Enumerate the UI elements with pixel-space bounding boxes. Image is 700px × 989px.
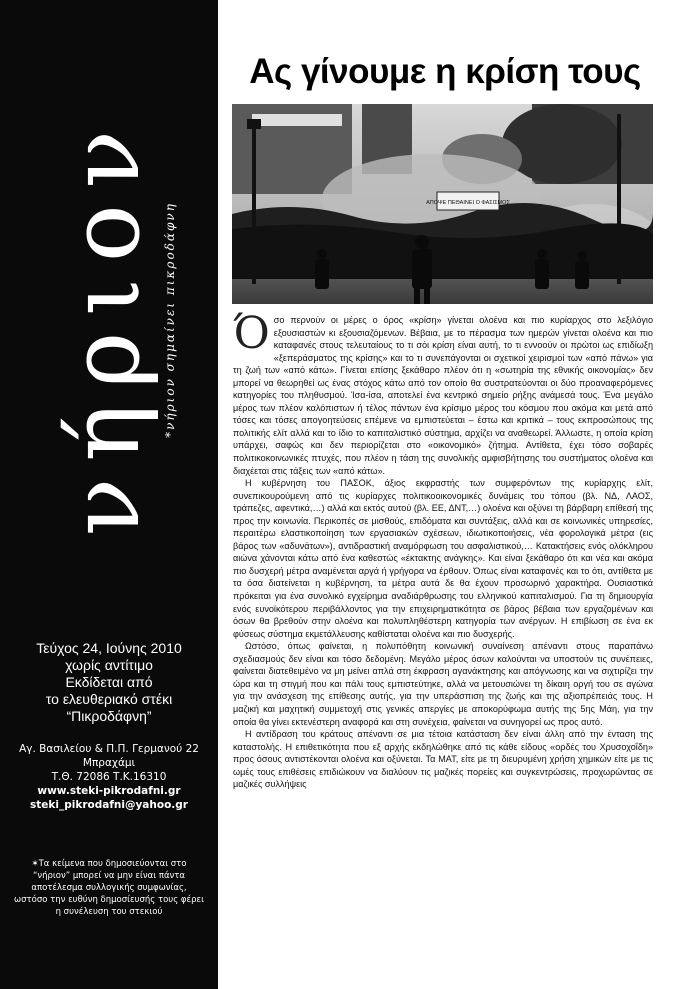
article-paragraph-1-text: σο περνούν οι μέρες ο όρος «κρίση» γίνεται ολοένα και πιο κυρίαρχος στο λεξιλόγιο εξουσιαστών κι εξουσιαζόμενων. Βέβαια, με το πέρασμα των ημερών γίνεται ολοένα και πιο καταφανές στους τελευταίους το τι σόι κρίση είναι αυτή, το τι εννοούν οι πρώτοι ως επιδίωξη «ξεπεράσματος της κρίσης» και το τι συνεπάγονται οι σχετικοί χειρισμοί των «από πάνω» για τη ζωή των «από κάτω». Γίνεται επίσης ξεκάθαρο πλέον ότι η «σωτηρία της εθνικής οικονομίας» δεν μπορεί να θεωρηθεί ως ένας στόχος κάτω από τον οποίο θα συστρατεύονται οι δύο προαναφερόμενες κατηγορίες του πληθυσμού. Ίσα-ίσα, αποτελεί ένα κεντρικό σημείο ρήξης ανάμεσά τους. Ένα μεγάλο μέρος των πλέον καλόπιστων ή τέλος πάντων ένα κρίσιμο μέρος του κόσμου που ακόμα και μετά από τόσες και τόσες απογοητεύσεις επέμενε να εμπιστεύεται – έστω και κριτικά – τους εκπροσώπους της πολιτικής ελίτ αλλά και το ίδιο το καπιταλιστικό σύστημα, αρχίζει να αναθεωρεί. Άλλωστε, η οποία κρίση υπάρχει, σαφώς και δεν περιορίζεται στο «οικονομικό» ζήτημα. Αντίθετα, έχει τόσο σοβαρές πολιτικοκοινωνικές πτυχές, που πλέον η τάση της συνολικής αμφισβήτησης του συστήματος ολοένα και διαχέεται στις τάξεις των «από κάτω». <box>233 315 653 476</box>
sidebar <box>0 0 218 989</box>
issue-publisher-name: “Πικροδάφνη” <box>66 708 152 724</box>
masthead <box>30 100 180 560</box>
website-link[interactable]: www.steki-pikrodafni.gr <box>37 785 181 797</box>
protest-photo <box>232 104 653 304</box>
masthead-tagline-wrap <box>85 100 185 560</box>
star-icon: ✶ <box>31 859 39 869</box>
address-area: Μπραχάμι <box>82 757 136 769</box>
masthead-title: νήριον <box>49 113 161 537</box>
issue-price: χωρίς αντίτιμο <box>65 657 153 673</box>
address-street: Αγ. Βασιλείου & Π.Π. Γερμανού 22 <box>19 743 199 755</box>
article-headline: Ας γίνουμε η κρίση τους <box>249 52 641 91</box>
address-block <box>10 742 208 812</box>
disclaimer-text: Τα κείμενα που δημοσιεύονται στο “νήριον” μπορεί να μην είναι πάντα αποτέλεσμα συλλογικής συμφωνίας, ωστόσο την ευθύνη δημοσίευσής τους φέρει η συνέλευση του στεκιού <box>14 859 204 917</box>
article-body <box>233 308 653 791</box>
issue-publisher-line: το ελευθεριακό στέκι <box>45 691 173 707</box>
article-paragraph-2: Η κυβέρνηση του ΠΑΣΟΚ, άξιος εκφραστής των συμφερόντων της κυρίαρχης ελίτ, συνεπικουρούμενη από τις κυρίαρχες πολιτικοοικονομικές δυνάμεις του τόπου (βλ. ΝΔ, ΛΑΟΣ, τράπεζες, αφεντικά,…) αλλά και εκτός αυτού (βλ. ΕΕ, ΔΝΤ,…) ολοένα και οξύνει τη βάρβαρη επίθεσή της προς την κοινωνία. Περικοπές σε μισθούς, επιδόματα και συντάξεις, αλλά και σε κοινωνικές υπηρεσίες, περαιτέρω ελαστικοποίηση των εργασιακών σχέσεων, ιδιωτικοποιήσεις, νέα φορολογικά μέτρα (εις βάρος των «αδυνάτων»), αντιδραστική αναμόρφωση του ασφαλιστικού,… Κατακτήσεις ενός ολόκληρου αιώνα χάνονται κάτω από ένα καθεστώς «έκτακτης ανάγκης». Και είναι ξεκάθαρο ότι και νέα και ακόμα πιο δυσχερή μέτρα αναμένεται αργά ή γρήγορα να έρθουν. Όπως είναι καταφανές και το ότι, αντίθετα με τα όσα διατείνεται η κυβέρνηση, τα μέτρα αυτά δε θα έχουν προσωρινό χαρακτήρα. Ουσιαστικά πρόκειται για ένα συνολικό εγχείρημα αναδιάρθρωσης του ελληνικού καπιταλισμού. Για τη δημιουργία ενός ευνοϊκότερου περιβάλλοντος για την επιχειρηματικότητα σε βάρος βέβαια των εργαζομένων και όσων θα βρεθούν στην ολοένα και πολυπληθέστερη κατηγορία των ανέργων. Η επιβίωση σε ένα εκ φύσεως σύστημα εκμετάλλευσης καθίσταται ολοένα και πιο δυσχερής. <box>233 478 653 639</box>
article-paragraph-1 <box>233 308 653 477</box>
email-link[interactable]: steki_pikrodafni@yahoo.gr <box>30 799 188 811</box>
issue-info <box>10 640 208 725</box>
address-postal: Τ.Θ. 72086 Τ.Κ.16310 <box>51 771 167 783</box>
issue-publisher-label: Εκδίδεται από <box>65 674 153 690</box>
article-paragraph-4: Η αντίδραση του κράτους απέναντι σε μια τέτοια κατάσταση δεν είναι άλλη από την ένταση της καταστολής. Η επιθετικότητα που εξ αρχής εκδηλώθηκε από τις κάθε είδους «ορδές του Χρυσοχοΐδη» προς όσους αντιστέκονται ολοένα και οξύνεται. Τα ΜΑΤ, είτε με τη διευρυμένη χρήση χημικών είτε με τις ωμές τους επιθέσεις επιδιώκουν να διαλύουν τις μαζικές πορείες και συγκεντρώσεις, προχωρώντας σε μαζικές συλλήψεις <box>233 729 653 790</box>
disclaimer <box>14 858 204 918</box>
dropcap: Ό <box>233 308 270 359</box>
photo-banner-text: ΑΠΟΨΕ ΠΕΘΑΙΝΕΙ Ο ΦΑΣΙΣΜΟΣ <box>426 200 510 206</box>
masthead-tagline: *νήριον σημαίνει πικροδάφνη <box>163 202 177 438</box>
article-paragraph-3: Ωστόσο, όπως φαίνεται, η πολυπόθητη κοινωνική συναίνεση απέναντι στους παραπάνω σχεδιασμούς δεν είναι και τόσο δεδομένη. Μεγάλο μέρος όσων καλούνται να υποστούν τις συνέπειες, φαίνεται διατεθειμένο να μη μείνει απλά στη έκφραση αγανάκτησης και απόγνωσης και να σιχτιρίζει την ώρα και τη στιγμή που και πάλι τους εμπιστεύτηκε, αλλά να μετουσιώνει τη δίκαιη οργή του σε αγώνα για την ανάσχεση της επίθεσης αυτής, για την υπεράσπιση της ζωής και της αξιοπρέπειάς τους. Η μαζική και μαχητική συμμετοχή στις γενικές απεργίες με αποκορύφωμα αυτής της 5ης Μάη, για την οποία θα γίνει εκτενέστερη αναφορά και στη συνέχεια, φαίνεται να συνηγορεί ως προς αυτό. <box>233 641 653 727</box>
issue-number: Τεύχος 24, Ιούνης 2010 <box>36 640 182 656</box>
